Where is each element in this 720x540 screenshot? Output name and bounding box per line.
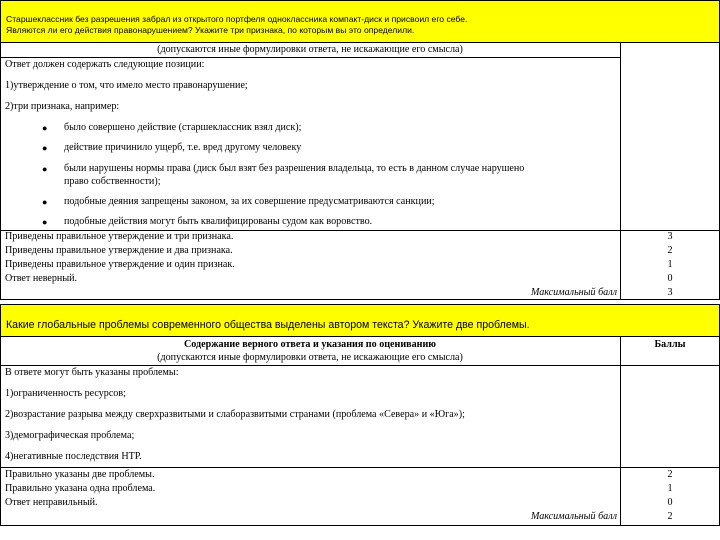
task2-point-3: 3)демографическая проблема; (5, 430, 135, 441)
bullet-icon: ● (42, 143, 48, 153)
task2-header-title: Содержание верного ответа и указания по оцениванию (183, 339, 437, 350)
table1-header-divider (0, 57, 621, 58)
task1-criterion-3: Приведены правильное утверждение и один признак. (5, 259, 235, 270)
task2-criterion-3: Ответ неправильный. (5, 497, 98, 508)
task1-criterion-2-score: 2 (667, 245, 673, 256)
task1-max-score: 3 (667, 287, 673, 298)
table2-bottom-border (0, 525, 720, 526)
bullet-icon: ● (42, 217, 48, 227)
task1-criterion-4: Ответ неверный. (5, 273, 78, 284)
task1-bullet-3-line-1: были нарушены нормы права (диск был взят без разрешения владельца, то есть в данном случае нарушено (64, 163, 525, 174)
task2-criterion-2-score: 1 (667, 483, 673, 494)
task1-bullet-4: подобные деяния запрещены законом, за их совершение предусматриваются санкции; (64, 196, 435, 207)
table2-header-divider (0, 365, 720, 366)
task1-criterion-2: Приведены правильное утверждение и два признака. (5, 245, 233, 256)
task1-criterion-1-score: 3 (667, 231, 673, 242)
task2-header-note: (допускаются иные формулировки ответа, не искажающие его смысла) (157, 352, 463, 363)
task1-bullet-3-line-2: право собственности); (64, 176, 161, 187)
bullet-icon: ● (42, 164, 48, 174)
task2-intro: В ответе могут быть указаны проблемы: (5, 367, 179, 378)
task1-criterion-3-score: 1 (667, 259, 673, 270)
task2-max-score: 2 (667, 511, 673, 522)
table2-criteria-divider (0, 467, 720, 468)
task2-criterion-1: Правильно указаны две проблемы. (5, 469, 155, 480)
task2-question-banner (0, 304, 720, 337)
task1-question-banner (0, 0, 720, 43)
table1-left-border (0, 43, 1, 300)
task1-bullet-5: подобные действия могут быть квалифицированы судом как воровство. (64, 216, 373, 227)
task1-bullet-1: было совершено действие (старшеклассник взял диск); (64, 122, 302, 133)
task1-bullet-2: действие причинило ущерб, т.е. вред другому человеку (64, 142, 302, 153)
task1-point-2: 2)три признака, например: (5, 101, 120, 112)
task1-question-line-1: Старшеклассник без разрешения забрал из открытого портфеля одноклассника компакт-диск и присвоил его себе. (6, 14, 468, 24)
task1-question-line-2: Являются ли его действия правонарушением? Укажите три признака, по которым вы это определили. (6, 25, 415, 35)
table1-bottom-border (0, 299, 720, 300)
task2-point-1: 1)ограниченность ресурсов; (5, 388, 126, 399)
task1-intro: Ответ должен содержать следующие позиции: (5, 59, 205, 70)
bullet-icon: ● (42, 197, 48, 207)
task1-header-note: (допускаются иные формулировки ответа, не искажающие его смысла) (157, 44, 463, 55)
task2-point-4: 4)негативные последствия НТР. (5, 451, 142, 462)
task1-max-label: Максимальный балл (531, 287, 617, 298)
task1-point-1: 1)утверждение о том, что имело место правонарушение; (5, 80, 248, 91)
task2-score-header: Баллы (654, 339, 686, 350)
task1-criterion-4-score: 0 (667, 273, 673, 284)
task2-criterion-2: Правильно указана одна проблема. (5, 483, 156, 494)
task2-point-2: 2)возрастание разрыва между сверхразвитыми и слаборазвитыми странами (проблема «Севера» и «Юга»); (5, 409, 465, 420)
task2-criterion-3-score: 0 (667, 497, 673, 508)
bullet-icon: ● (42, 123, 48, 133)
task2-max-label: Максимальный балл (531, 511, 617, 522)
task2-question: Какие глобальные проблемы современного общества выделены автором текста? Укажите две проблемы. (6, 319, 530, 331)
task1-criterion-1: Приведены правильное утверждение и три признака. (5, 231, 234, 242)
task2-criterion-1-score: 2 (667, 469, 673, 480)
